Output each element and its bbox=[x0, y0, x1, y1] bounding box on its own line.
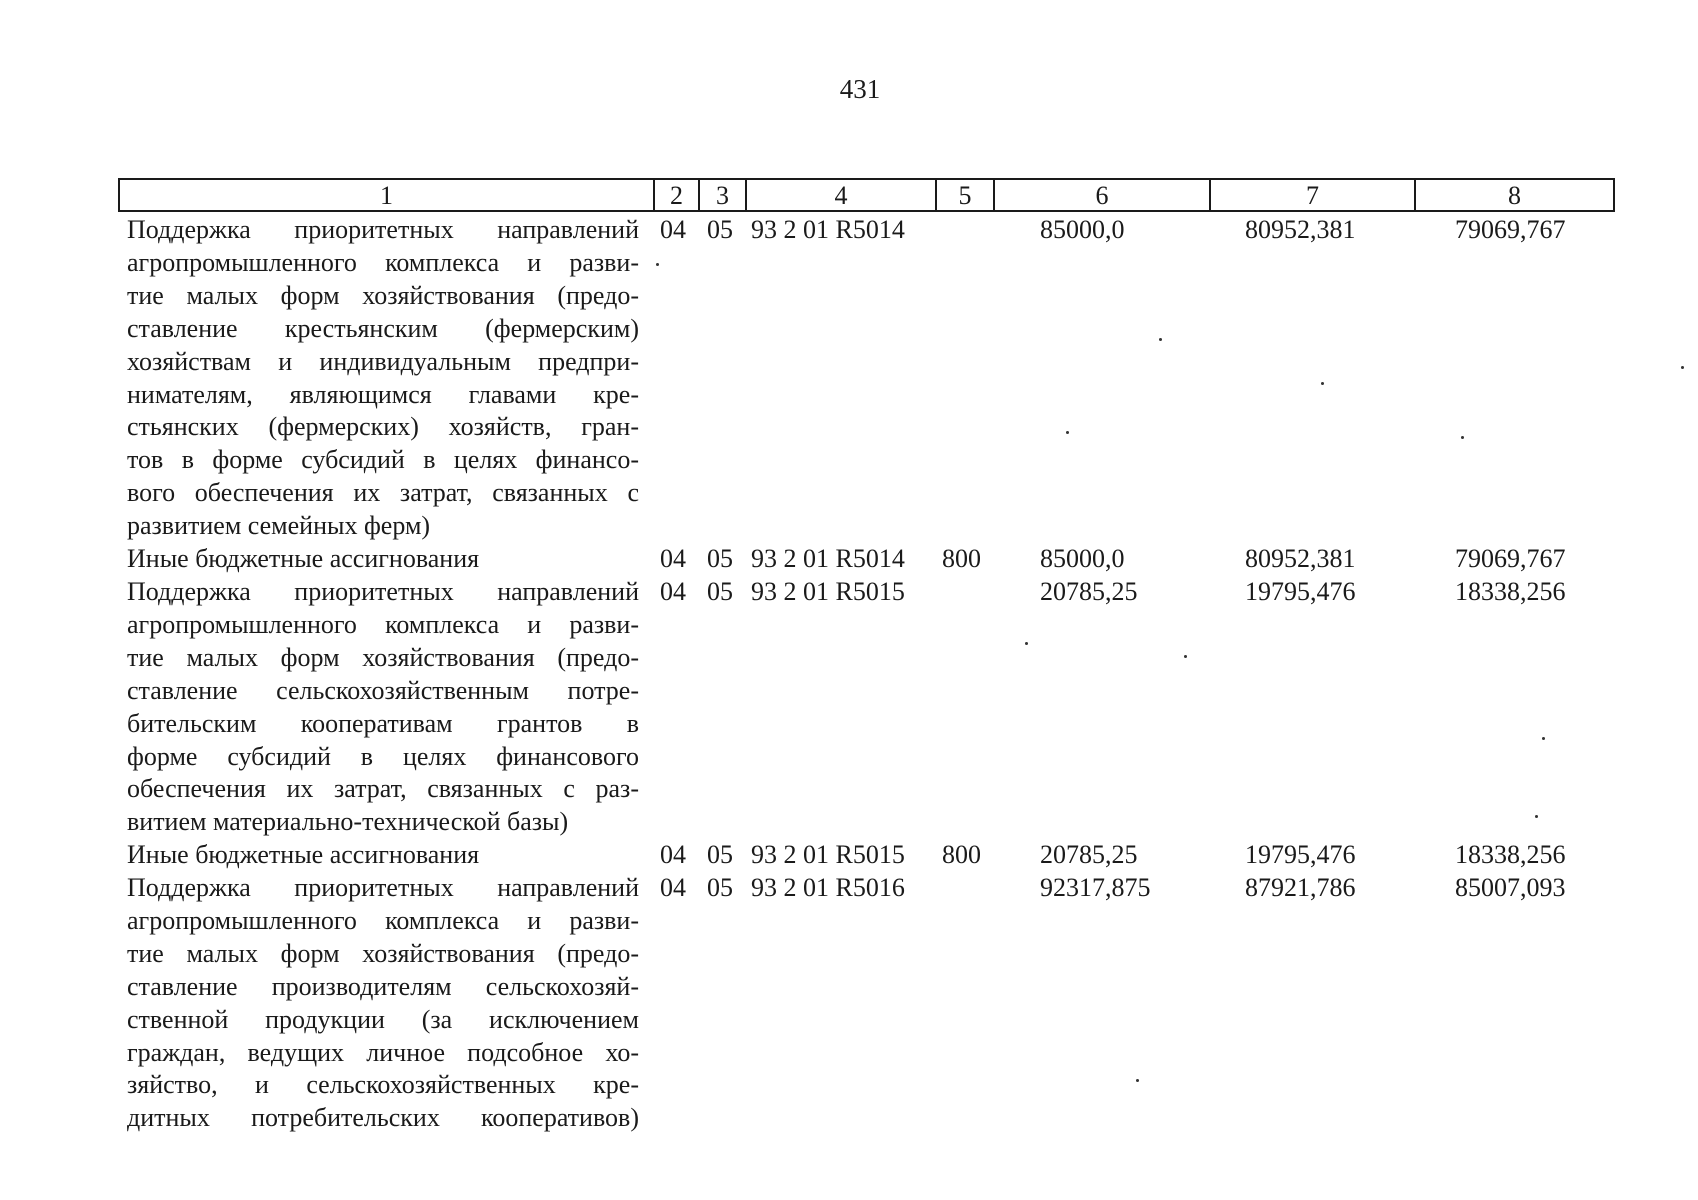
description-line: обеспечения их затрат, связанных с раз- bbox=[127, 774, 639, 804]
scan-speck bbox=[1159, 338, 1162, 341]
description-line: дитных потребительских кооперативов) bbox=[127, 1103, 639, 1133]
header-col-6: 6 bbox=[993, 180, 1209, 210]
header-col-8: 8 bbox=[1414, 180, 1613, 210]
cell-sum-8: 79069,767 bbox=[1455, 215, 1566, 244]
cell-sum-8: 18338,256 bbox=[1455, 577, 1566, 606]
scan-speck bbox=[1535, 815, 1538, 818]
scan-speck bbox=[1542, 737, 1545, 740]
cell-pr: 05 bbox=[707, 873, 733, 902]
description-line: зяйство, и сельскохозяйственных кре- bbox=[127, 1070, 639, 1100]
description-line: тие малых форм хозяйствования (предо- bbox=[127, 280, 639, 310]
cell-csr: 93 2 01 R5014 bbox=[751, 544, 905, 573]
cell-rz: 04 bbox=[660, 840, 686, 869]
cell-csr: 93 2 01 R5015 bbox=[751, 840, 905, 869]
description-line: граждан, ведущих личное подсобное хо- bbox=[127, 1037, 639, 1067]
cell-vr: 800 bbox=[942, 544, 981, 573]
description-line: ставление крестьянским (фермерским) bbox=[127, 313, 639, 343]
row-description bbox=[127, 576, 639, 839]
cell-pr: 05 bbox=[707, 577, 733, 606]
header-col-7: 7 bbox=[1209, 180, 1414, 210]
description-line: ственной продукции (за исключением bbox=[127, 1004, 639, 1034]
description-line: ставление сельскохозяйственным потре- bbox=[127, 675, 639, 705]
cell-rz: 04 bbox=[660, 215, 686, 244]
header-col-5: 5 bbox=[935, 180, 993, 210]
scan-speck bbox=[656, 263, 659, 266]
scan-speck bbox=[1025, 642, 1028, 645]
cell-sum-6: 85000,0 bbox=[1040, 215, 1125, 244]
description-line: вого обеспечения их затрат, связанных с bbox=[127, 478, 639, 508]
description-line: стьянских (фермерских) хозяйств, гран- bbox=[127, 412, 639, 442]
scan-speck bbox=[1184, 655, 1187, 658]
scan-speck bbox=[1681, 366, 1684, 369]
description-line: ставление производителям сельскохозяй- bbox=[127, 971, 639, 1001]
row-description bbox=[127, 839, 639, 872]
cell-sum-7: 87921,786 bbox=[1245, 873, 1356, 902]
description-line: развитием семейных ферм) bbox=[127, 511, 431, 541]
description-line: тие малых форм хозяйствования (предо- bbox=[127, 642, 639, 672]
scan-speck bbox=[1066, 431, 1069, 434]
description-line: хозяйствам и индивидуальным предпри- bbox=[127, 346, 639, 376]
page-number: 431 bbox=[839, 74, 881, 104]
description-line: агропромышленного комплекса и разви- bbox=[127, 609, 639, 639]
description-line: агропромышленного комплекса и разви- bbox=[127, 905, 639, 935]
cell-sum-8: 79069,767 bbox=[1455, 544, 1566, 573]
header-col-4: 4 bbox=[745, 180, 935, 210]
cell-sum-6: 20785,25 bbox=[1040, 577, 1138, 606]
cell-sum-8: 85007,093 bbox=[1455, 873, 1566, 902]
header-col-3: 3 bbox=[698, 180, 745, 210]
cell-rz: 04 bbox=[660, 577, 686, 606]
header-col-2: 2 bbox=[653, 180, 698, 210]
cell-pr: 05 bbox=[707, 840, 733, 869]
description-line: нимателям, являющимся главами кре- bbox=[127, 379, 639, 409]
cell-pr: 05 bbox=[707, 215, 733, 244]
description-line: Иные бюджетные ассигнования bbox=[127, 544, 480, 573]
scan-speck bbox=[1461, 436, 1464, 439]
cell-sum-8: 18338,256 bbox=[1455, 840, 1566, 869]
row-description bbox=[127, 872, 639, 1135]
description-line: Поддержка приоритетных направлений bbox=[127, 873, 639, 902]
header-col-1: 1 bbox=[380, 181, 393, 210]
table-header bbox=[118, 178, 1615, 212]
cell-csr: 93 2 01 R5016 bbox=[751, 873, 905, 902]
cell-sum-6: 92317,875 bbox=[1040, 873, 1151, 902]
cell-sum-7: 80952,381 bbox=[1245, 544, 1356, 573]
cell-sum-7: 80952,381 bbox=[1245, 215, 1356, 244]
cell-sum-6: 85000,0 bbox=[1040, 544, 1125, 573]
cell-csr: 93 2 01 R5015 bbox=[751, 577, 905, 606]
cell-csr: 93 2 01 R5014 bbox=[751, 215, 905, 244]
row-description bbox=[127, 214, 639, 543]
scan-speck bbox=[1321, 382, 1324, 385]
description-line: тов в форме субсидий в целях финансо- bbox=[127, 445, 639, 475]
cell-sum-7: 19795,476 bbox=[1245, 840, 1356, 869]
cell-sum-7: 19795,476 bbox=[1245, 577, 1356, 606]
description-line: Иные бюджетные ассигнования bbox=[127, 840, 480, 869]
description-line: Поддержка приоритетных направлений bbox=[127, 577, 639, 606]
cell-vr: 800 bbox=[942, 840, 981, 869]
description-line: форме субсидий в целях финансового bbox=[127, 741, 639, 771]
description-line: бительским кооперативам грантов в bbox=[127, 708, 639, 738]
description-line: агропромышленного комплекса и разви- bbox=[127, 247, 639, 277]
description-line: тие малых форм хозяйствования (предо- bbox=[127, 938, 639, 968]
cell-rz: 04 bbox=[660, 873, 686, 902]
row-description bbox=[127, 543, 639, 576]
cell-pr: 05 bbox=[707, 544, 733, 573]
description-line: Поддержка приоритетных направлений bbox=[127, 215, 639, 244]
scan-speck bbox=[1136, 1079, 1139, 1082]
cell-sum-6: 20785,25 bbox=[1040, 840, 1138, 869]
description-line: витием материально-технической базы) bbox=[127, 807, 569, 837]
cell-rz: 04 bbox=[660, 544, 686, 573]
